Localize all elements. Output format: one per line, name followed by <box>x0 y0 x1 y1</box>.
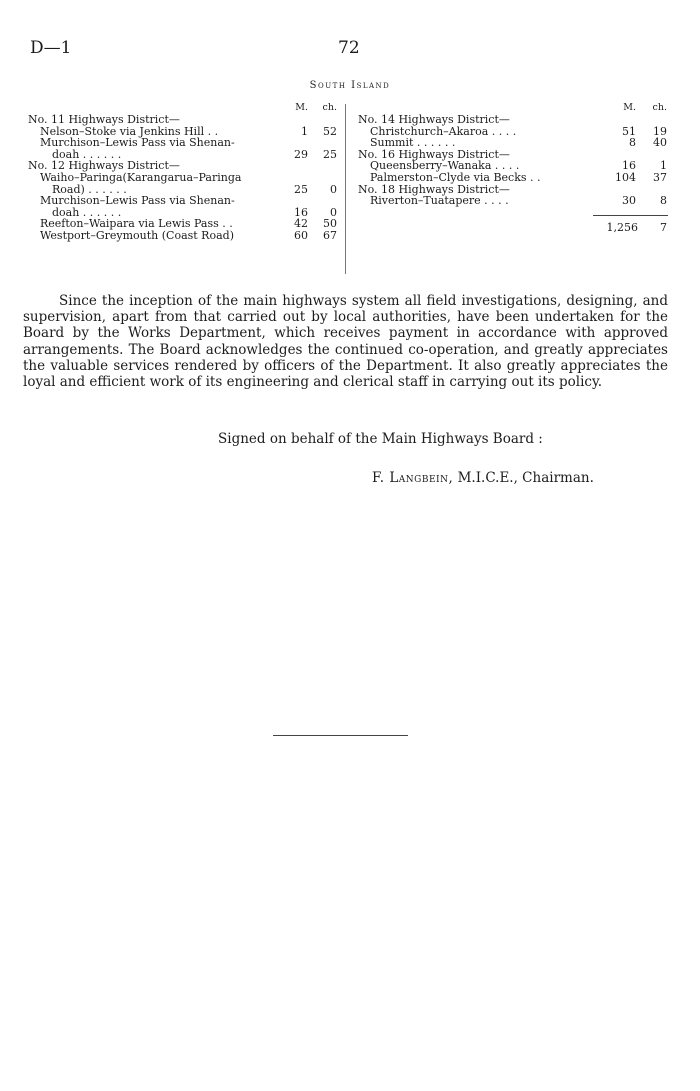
miles-value: 16 <box>622 159 636 173</box>
highway-label: Nelson–Stoke via Jenkins Hill . . <box>40 124 219 138</box>
highway-label: Palmerston–Clyde via Becks . . <box>370 170 541 184</box>
miles-value: 29 <box>294 147 308 161</box>
signatory-title: M.I.C.E., Chairman. <box>457 470 594 486</box>
miles-value: 25 <box>294 182 308 196</box>
highway-row <box>358 195 670 207</box>
district-label: No. 14 Highways District— <box>358 113 510 126</box>
highway-row <box>28 230 340 242</box>
signature-line <box>372 470 594 486</box>
highway-label: Christchurch–Akaroa . . . . <box>370 124 517 138</box>
miles-value: 1 <box>301 124 308 138</box>
signed-line: Signed on behalf of the Main Highways Board : <box>218 431 543 447</box>
miles-value: 51 <box>622 124 636 138</box>
district-label: No. 12 Highways District— <box>28 159 180 173</box>
highway-label: doah . . . . . . <box>52 147 122 161</box>
highway-label: Road) . . . . . . <box>52 182 127 196</box>
miles-value: 8 <box>629 136 636 150</box>
highway-label: Queensberry–Wanaka . . . . <box>370 159 520 173</box>
district-label: No. 18 Highways District— <box>358 182 510 196</box>
page-number: 72 <box>338 38 360 58</box>
chains-value: 37 <box>653 170 667 184</box>
chains-value: 8 <box>660 194 667 208</box>
column-divider <box>345 104 346 274</box>
miles-value: 60 <box>294 228 308 242</box>
highway-label: Murchison–Lewis Pass via Shenan- <box>40 194 235 208</box>
highway-label: Westport–Greymouth (Coast Road) <box>40 228 234 242</box>
chains-value: 25 <box>323 147 337 161</box>
section-heading: South Island <box>309 80 391 91</box>
highway-label: Summit . . . . . . <box>370 136 456 150</box>
highways-table-left <box>28 102 340 242</box>
miles-header: M. <box>295 102 308 113</box>
body-paragraph-block <box>23 293 668 390</box>
district-heading <box>28 114 340 126</box>
chains-value: 0 <box>330 205 337 219</box>
chains-value: 40 <box>653 136 667 150</box>
miles-value: 42 <box>294 217 308 231</box>
highway-label: Reefton–Waipara via Lewis Pass . . <box>40 217 233 231</box>
closing-rule <box>273 735 408 736</box>
chains-value: 52 <box>323 124 337 138</box>
signatory-name: F. Langbein, <box>372 470 454 486</box>
miles-header: M. <box>623 102 636 113</box>
highway-label: Murchison–Lewis Pass via Shenan- <box>40 136 235 150</box>
district-label: No. 16 Highways District— <box>358 147 510 161</box>
page-reference: D—1 <box>30 38 72 58</box>
total-chains: 7 <box>660 221 667 235</box>
total-row <box>358 222 670 234</box>
chains-value: 19 <box>653 124 667 138</box>
chains-value: 50 <box>323 217 337 231</box>
chains-value: 0 <box>330 182 337 196</box>
highways-table-right <box>358 102 670 234</box>
highway-label: doah . . . . . . <box>52 205 122 219</box>
highway-row <box>358 172 670 184</box>
district-label: No. 11 Highways District— <box>28 113 180 126</box>
highway-label: Waiho–Paringa(Karangarua–Paringa <box>40 170 242 184</box>
chains-value: 1 <box>660 159 667 173</box>
body-paragraph: Since the inception of the main highways system all field investigations, designing, and supervision, apart from that carried out by local authorities, have been undertaken for the Board by the Works Department, which receives payment in accordance with approved arrangements. The Board acknowledges the continued co-operation, and greatly appreciates the valuable services rendered by officers of the Department. It also greatly appreciates the loyal and efficient work of its engineering and clerical staff in carrying out its policy. <box>23 293 668 391</box>
miles-value: 104 <box>615 170 636 184</box>
highway-row <box>28 172 340 184</box>
highway-label: Riverton–Tuatapere . . . . <box>370 194 509 208</box>
chains-header: ch. <box>322 102 337 113</box>
district-heading <box>358 114 670 126</box>
highway-row <box>28 195 340 207</box>
miles-value: 30 <box>622 194 636 208</box>
miles-value: 16 <box>294 205 308 219</box>
chains-header: ch. <box>652 102 667 113</box>
chains-value: 67 <box>323 228 337 242</box>
total-miles: 1,256 <box>606 221 638 235</box>
